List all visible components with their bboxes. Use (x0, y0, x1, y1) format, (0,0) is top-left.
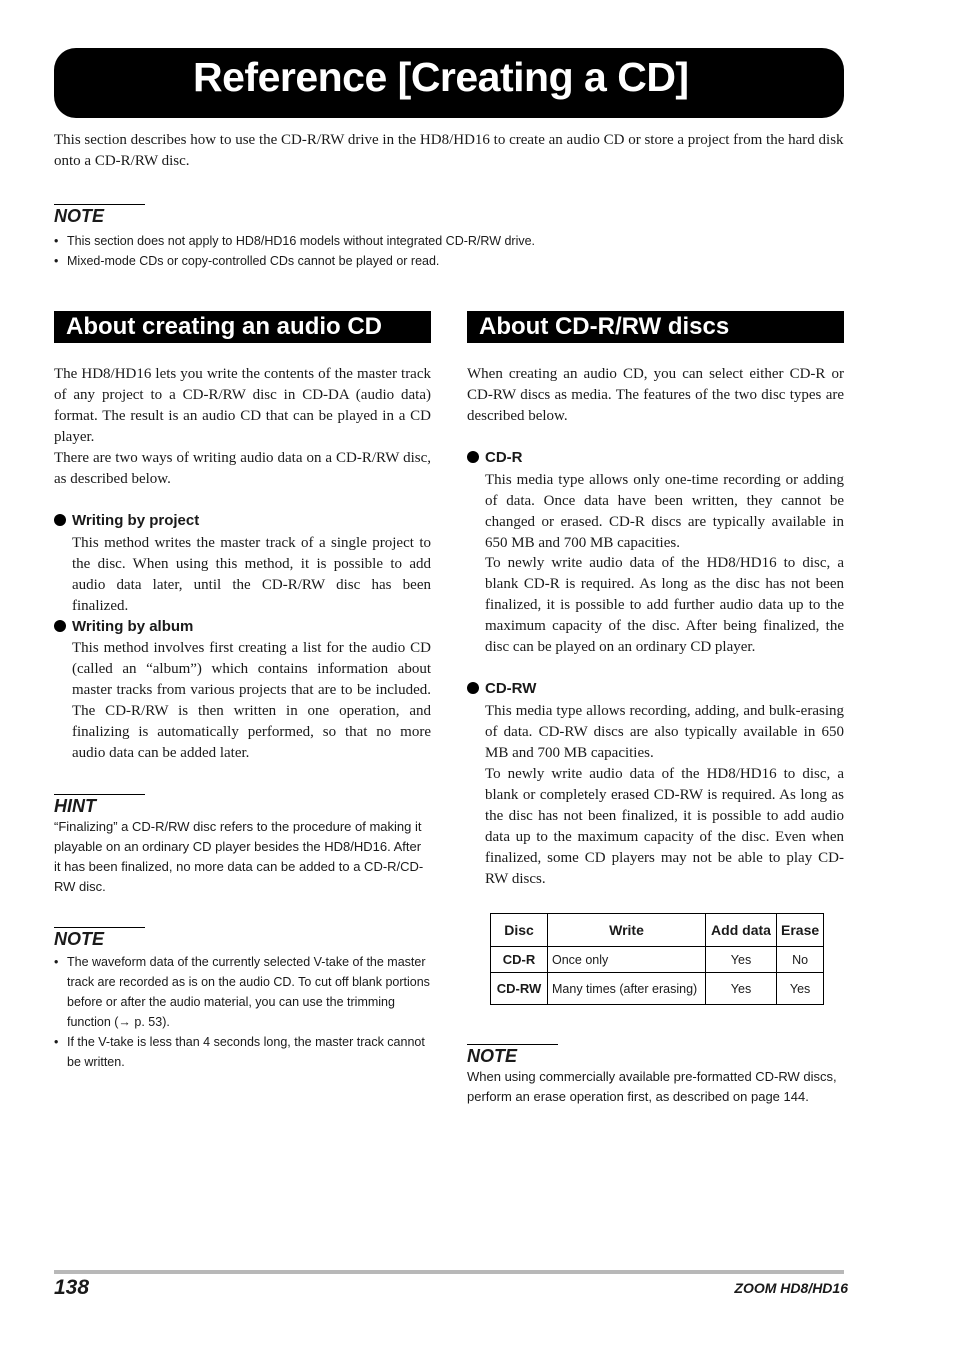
bullet-icon (54, 620, 66, 632)
table-cell: Many times (after erasing) (548, 973, 706, 1005)
bullet-icon (54, 514, 66, 526)
hint-box (54, 794, 431, 897)
hint-label: HINT (54, 794, 145, 816)
cd-r-heading: CD-R (467, 448, 523, 468)
note-label: NOTE (467, 1044, 558, 1066)
table-header: Erase (777, 914, 824, 947)
table-cell: Once only (548, 947, 706, 973)
list-item: • Mixed-mode CDs or copy-controlled CDs cannot be played or read. (54, 254, 440, 268)
table-header-row (491, 914, 824, 947)
right-note (467, 1044, 844, 1107)
table-header: Add data (706, 914, 777, 947)
list-item: • If the V-take is less than 4 seconds long, the master track cannot be written. (54, 1035, 425, 1069)
table-cell: Yes (706, 947, 777, 973)
table-row (491, 947, 824, 973)
table-header: Write (548, 914, 706, 947)
note-label: NOTE (54, 927, 145, 949)
table-cell: CD-RW (491, 973, 548, 1005)
section-heading-cd-discs: About CD-R/RW discs (467, 311, 844, 343)
bullet-icon (467, 682, 479, 694)
bullet-icon (467, 451, 479, 463)
page-title: Reference [Creating a CD] (193, 54, 689, 100)
footer-brand: ZOOM HD8/HD16 (734, 1280, 848, 1296)
table-cell: Yes (706, 973, 777, 1005)
left-note (54, 927, 431, 1072)
page-number: 138 (54, 1276, 90, 1299)
cd-r-text-2: To newly write audio data of the HD8/HD16 to disc, a blank CD-R is required. As long as the disc has not been finalized, it is possible to add further audio data up to the maximum capacity of the disc. After being finalized, the disc can be played on an ordinary CD player. (485, 555, 844, 655)
cd-r-text-1: This media type allows only one-time recording or adding of data. Once data have been written, they cannot be changed or erased. CD-R discs are typically available in 650 MB and 700 MB capacities. (485, 472, 844, 551)
writing-by-album-text: This method involves first creating a list for the audio CD (called an “album”) which contains information about master tracks from various projects that are to be included. The CD-R/RW is then written in one operation, and finalizing is automatically performed, so that no more audio data can be added later. (72, 640, 431, 761)
cd-rw-text-2: To newly write audio data of the HD8/HD16 to disc, a blank or completely erased CD-RW is required. As long as the disc has not been finalized, it is possible to add audio data up to the maximum capacity of the disc. Even when finalized, some CD players may not be able to play CD-RW discs. (485, 766, 844, 887)
disc-comparison-table (490, 913, 824, 1005)
title-banner (54, 48, 844, 118)
table-row (491, 973, 824, 1005)
audio-cd-paragraph-1: The HD8/HD16 lets you write the contents of the master track of any project to a CD-R/RW disc in CD-DA (audio data) format. The result is an audio CD that can be played in a CD player. (54, 366, 431, 445)
hint-text: “Finalizing” a CD-R/RW disc refers to the procedure of making it playable on an ordinary CD player besides the HD8/HD16. After it has been finalized, no more data can be added to a CD-R/CD-RW disc. (54, 819, 424, 894)
list-item: • The waveform data of the currently selected V-take of the master track are recorded as is on the audio CD. To cut off blank portions before or after the audio material, you can use the trimming function (→ p. 53). (54, 955, 430, 1029)
cd-rw-heading: CD-RW (467, 679, 536, 699)
table-cell: Yes (777, 973, 824, 1005)
note-text: When using commercially available pre-formatted CD-RW discs, perform an erase operation first, as described on page 144. (467, 1069, 837, 1104)
writing-by-project-heading: Writing by project (54, 511, 199, 531)
table-cell: CD-R (491, 947, 548, 973)
table-header: Disc (491, 914, 548, 947)
top-note (54, 204, 844, 271)
writing-by-album-heading: Writing by album (54, 617, 193, 637)
list-item: • This section does not apply to HD8/HD16 models without integrated CD-R/RW drive. (54, 234, 536, 248)
table-cell: No (777, 947, 824, 973)
cd-rw-text-1: This media type allows recording, adding, and bulk-erasing of data. CD-RW discs are also typically available in 650 MB and 700 MB capacities. (485, 703, 844, 761)
footer-rule (54, 1270, 844, 1274)
cd-discs-intro: When creating an audio CD, you can select either CD-R or CD-RW discs as media. The features of the two disc types are described below. (467, 366, 844, 424)
note-label: NOTE (54, 204, 145, 226)
section-heading-audio-cd: About creating an audio CD (54, 311, 431, 343)
audio-cd-paragraph-2: There are two ways of writing audio data on a CD-R/RW disc, as described below. (54, 450, 431, 487)
writing-by-project-text: This method writes the master track of a single project to the disc. When using this method, it is possible to add audio data later, until the CD-R/RW disc has been finalized. (72, 535, 431, 614)
intro-paragraph: This section describes how to use the CD-R/RW drive in the HD8/HD16 to create an audio CD or store a project from the hard disk onto a CD-R/RW disc. (54, 132, 844, 169)
